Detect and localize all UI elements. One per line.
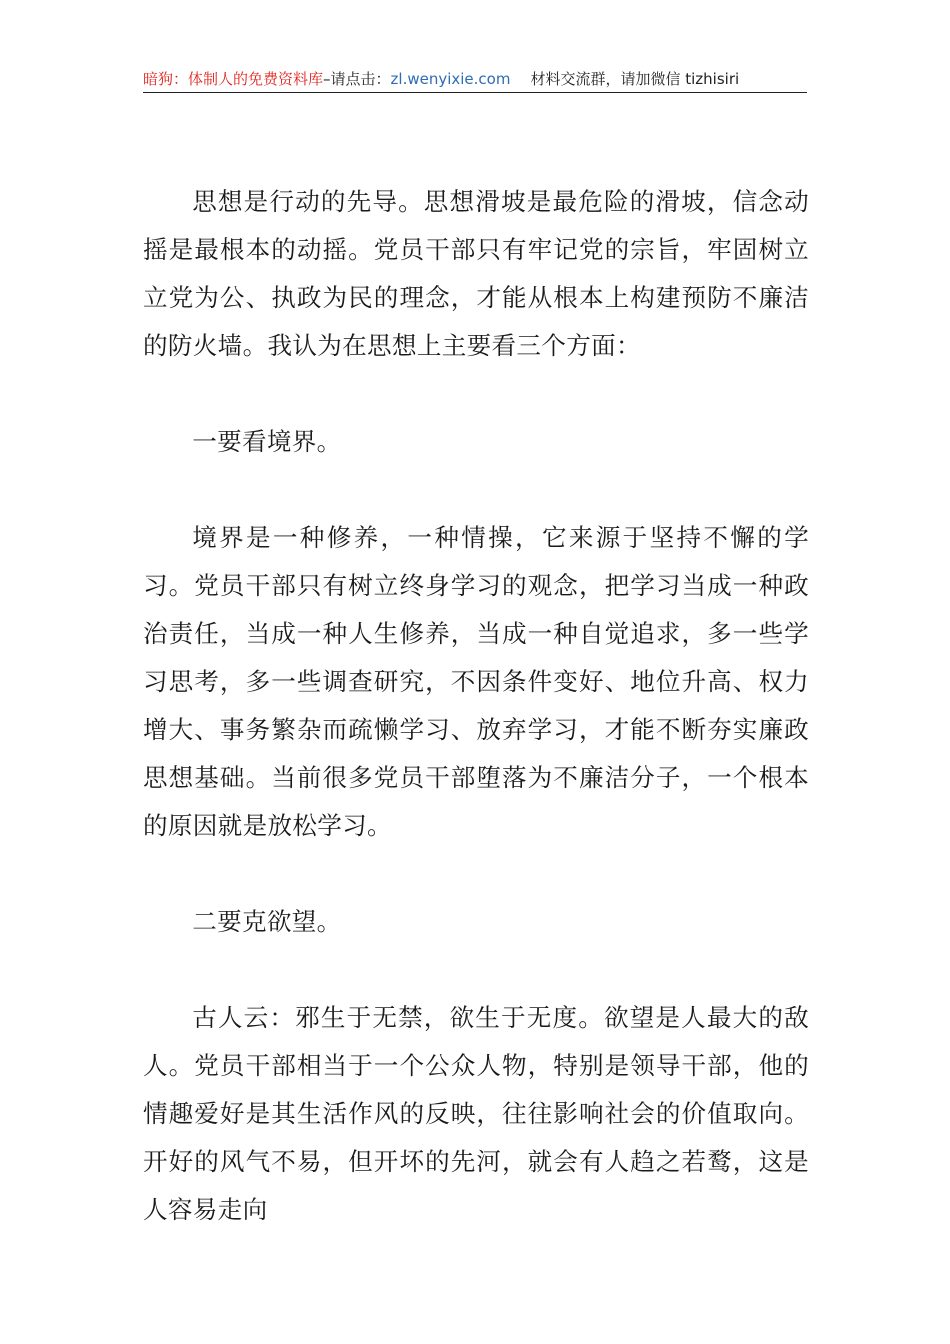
header-click-prefix: –请点击：: [323, 70, 391, 88]
paragraph-spacer: [143, 466, 809, 514]
page-header: [143, 68, 807, 93]
header-brand: 暗狗：体制人的免费资料库: [143, 70, 324, 88]
section-heading-2: 二要克欲望。: [192, 907, 342, 936]
paragraph-intro: 思想是行动的先导。思想滑坡是最危险的滑坡，信念动摇是最根本的动摇。党员干部只有牢记党的宗旨，牢固树立立党为公、执政为民的理念，才能从根本上构建预防不廉洁的防火墙。我认为在思想上主要看三个方面：: [143, 187, 809, 360]
document-body: [143, 178, 809, 1234]
paragraph-spacer: [143, 370, 809, 418]
header-url-link[interactable]: zl.wenyixie.com: [390, 70, 511, 88]
paragraph-spacer: [143, 946, 809, 994]
section-heading-1: 一要看境界。: [192, 427, 342, 456]
paragraph-spacer: [143, 850, 809, 898]
paragraph-section-1: 境界是一种修养，一种情操，它来源于坚持不懈的学习。党员干部只有树立终身学习的观念，把学习当成一种政治责任，当成一种人生修养，当成一种自觉追求，多一些学习思考，多一些调查研究，不因条件变好、地位升高、权力增大、事务繁杂而疏懒学习、放弃学习，才能不断夯实廉政思想基础。当前很多党员干部堕落为不廉洁分子，一个根本的原因就是放松学习。: [143, 523, 809, 840]
paragraph-section-2: 古人云：邪生于无禁，欲生于无度。欲望是人最大的敌人。党员干部相当于一个公众人物，特别是领导干部，他的情趣爱好是其生活作风的反映，往往影响社会的价值取向。开好的风气不易，但开坏的先河，就会有人趋之若鹜，这是人容易走向: [143, 1003, 809, 1224]
header-group-text: 材料交流群，请加微信 tizhisiri: [530, 70, 740, 88]
